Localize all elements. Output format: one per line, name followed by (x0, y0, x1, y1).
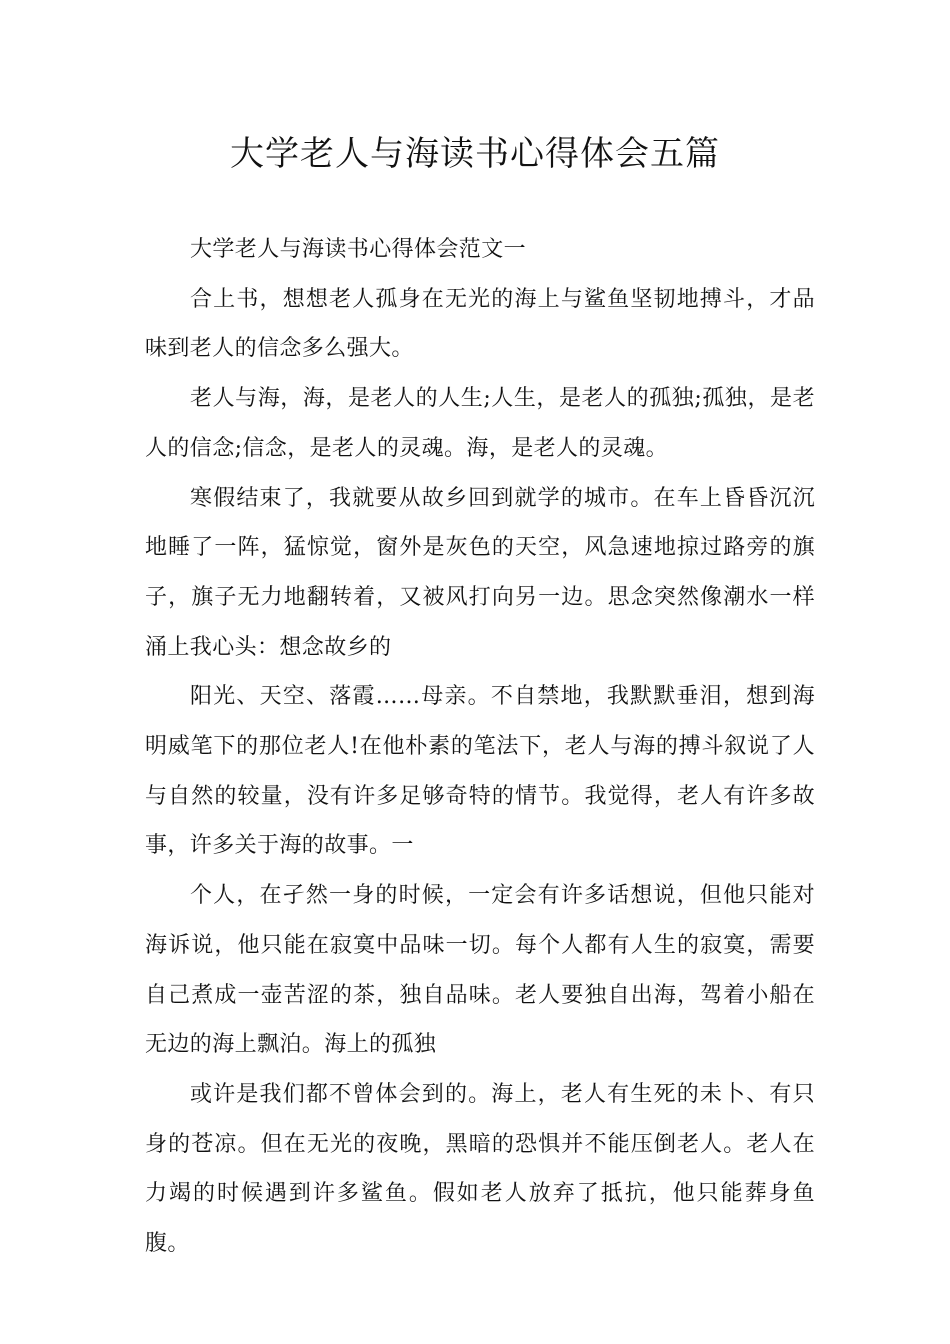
paragraph: 或许是我们都不曾体会到的。海上，老人有生死的未卜、有只身的苍凉。但在无光的夜晚，黑暗的恐惧并不能压倒老人。老人在力竭的时候遇到许多鲨鱼。假如老人放弃了抵抗，他只能葬身鱼腹。 (145, 1081, 815, 1257)
paragraph: 阳光、天空、落霞……母亲。不自禁地，我默默垂泪，想到海明威笔下的那位老人!在他朴素的笔法下，老人与海的搏斗叙说了人与自然的较量，没有许多足够奇特的情节。我觉得，老人有许多故事，许多关于海的故事。一 (145, 684, 815, 859)
paragraph: 大学老人与海读书心得体会范文一 (190, 237, 527, 262)
paragraph: 合上书，想想老人孤身在无光的海上与鲨鱼坚韧地搏斗，才品味到老人的信念多么强大。 (145, 286, 815, 362)
paragraph: 寒假结束了，我就要从故乡回到就学的城市。在车上昏昏沉沉地睡了一阵，猛惊觉，窗外是灰色的天空，风急速地掠过路旁的旗子，旗子无力地翻转着，又被风打向另一边。思念突然像潮水一样涌上我心头：想念故乡的 (145, 485, 815, 660)
document-title: 大学老人与海读书心得体会五篇 (230, 134, 720, 174)
paragraph: 个人，在孑然一身的时候，一定会有许多话想说，但他只能对海诉说，他只能在寂寞中品味一切。每个人都有人生的寂寞，需要自己煮成一壶苦涩的茶，独自品味。老人要独自出海，驾着小船在无边的海上飘泊。海上的孤独 (145, 883, 815, 1058)
paragraph: 老人与海，海，是老人的人生;人生，是老人的孤独;孤独，是老人的信念;信念，是老人的灵魂。海，是老人的灵魂。 (145, 386, 815, 461)
document-body (145, 225, 815, 1269)
